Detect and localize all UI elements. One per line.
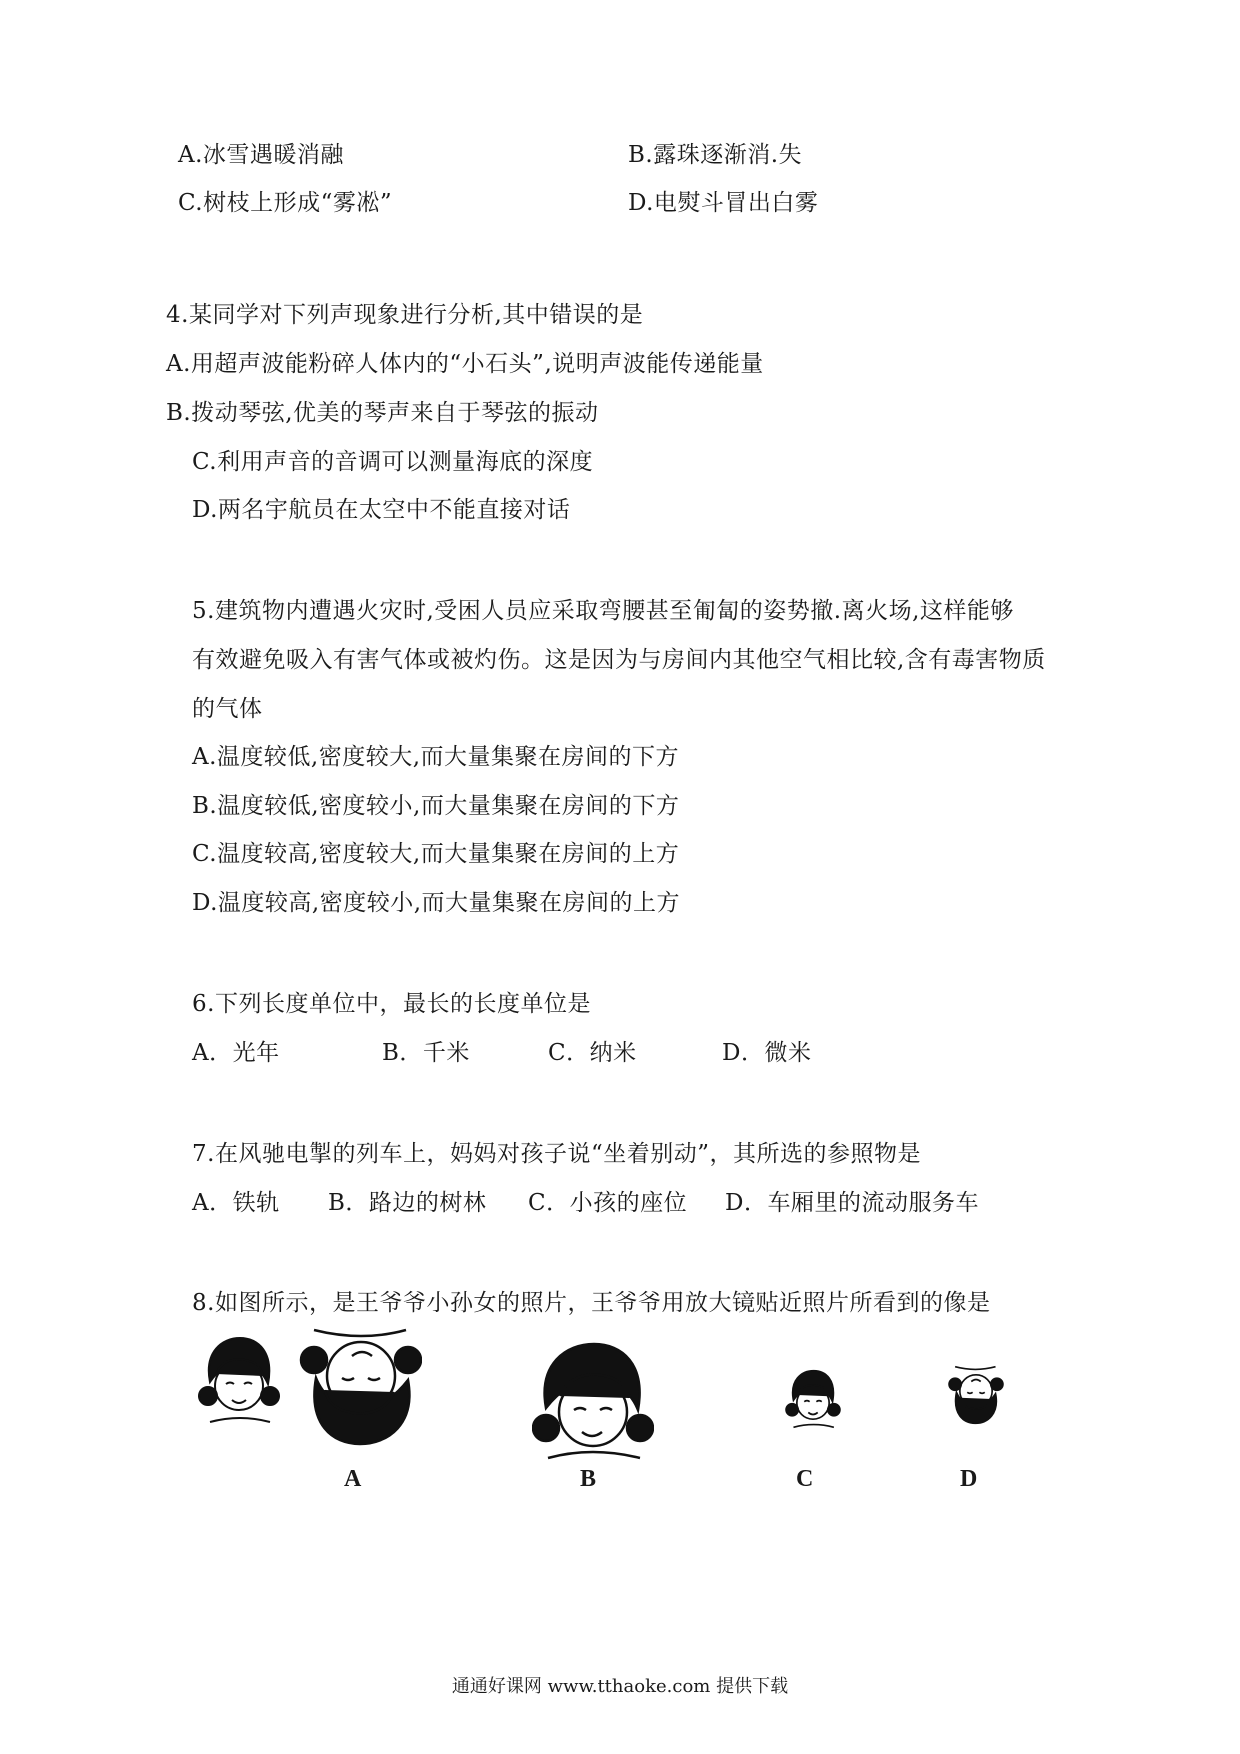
- q5-option-b: B.温度较低,密度较小,而大量集聚在房间的下方: [192, 793, 680, 819]
- q6-option-a: A．光年: [192, 1040, 280, 1066]
- q6-option-d: D．微米: [722, 1040, 812, 1066]
- q6-stem: 6.下列长度单位中，最长的长度单位是: [192, 991, 591, 1017]
- q4-option-d: D.两名宇航员在太空中不能直接对话: [192, 497, 571, 523]
- figure-label-b: B: [580, 1466, 597, 1492]
- q3-option-c: C.树枝上形成“雾凇”: [178, 190, 393, 216]
- q5-option-c: C.温度较高,密度较大,而大量集聚在房间的上方: [192, 841, 680, 867]
- q8-stem: 8.如图所示，是王爷爷小孙女的照片，王爷爷用放大镜贴近照片所看到的像是: [192, 1290, 991, 1316]
- q5-stem-line-3: 的气体: [192, 696, 263, 722]
- q3-option-a: A.冰雪遇暖消融: [178, 142, 344, 168]
- q7-option-c: C．小孩的座位: [528, 1190, 688, 1216]
- q7-option-a: A．铁轨: [192, 1190, 280, 1216]
- girl-image-option-a: [298, 1326, 422, 1450]
- q5-stem-line-2: 有效避免吸入有害气体或被灼伤。这是因为与房间内其他空气相比较,含有毒害物质: [192, 647, 1046, 673]
- q4-option-c: C.利用声音的音调可以测量海底的深度: [192, 449, 594, 475]
- q4-option-a: A.用超声波能粉碎人体内的“小石头”,说明声波能传递能量: [166, 351, 764, 377]
- q4-option-b: B.拨动琴弦,优美的琴声来自于琴弦的振动: [166, 400, 599, 426]
- q5-option-a: A.温度较低,密度较大,而大量集聚在房间的下方: [192, 744, 680, 770]
- girl-image-option-c: [784, 1368, 842, 1434]
- figure-label-c: C: [796, 1466, 814, 1492]
- q6-option-b: B．千米: [382, 1040, 470, 1066]
- girl-image-option-d: [946, 1360, 1006, 1426]
- q3-option-d: D.电熨斗冒出白雾: [628, 190, 819, 216]
- q7-option-b: B．路边的树林: [328, 1190, 487, 1216]
- q5-stem-line-1: 5.建筑物内遭遇火灾时,受困人员应采取弯腰甚至匍匐的姿势撤.离火场,这样能够: [192, 598, 1014, 624]
- q7-option-d: D．车厢里的流动服务车: [725, 1190, 979, 1216]
- figure-label-d: D: [960, 1466, 978, 1492]
- q3-option-b: B.露珠逐渐消.失: [628, 142, 803, 168]
- girl-photo-original: [196, 1334, 282, 1432]
- q5-option-d: D.温度较高,密度较小,而大量集聚在房间的上方: [192, 890, 681, 916]
- girl-image-option-b: [532, 1338, 654, 1462]
- q6-option-c: C．纳米: [548, 1040, 637, 1066]
- page-footer: 通通好课网 www.tthaoke.com 提供下载: [451, 1676, 789, 1697]
- q7-stem: 7.在风驰电掣的列车上，妈妈对孩子说“坐着别动”，其所选的参照物是: [192, 1141, 921, 1167]
- figure-label-a: A: [344, 1466, 362, 1492]
- q4-stem: 4.某同学对下列声现象进行分析,其中错误的是: [166, 302, 644, 328]
